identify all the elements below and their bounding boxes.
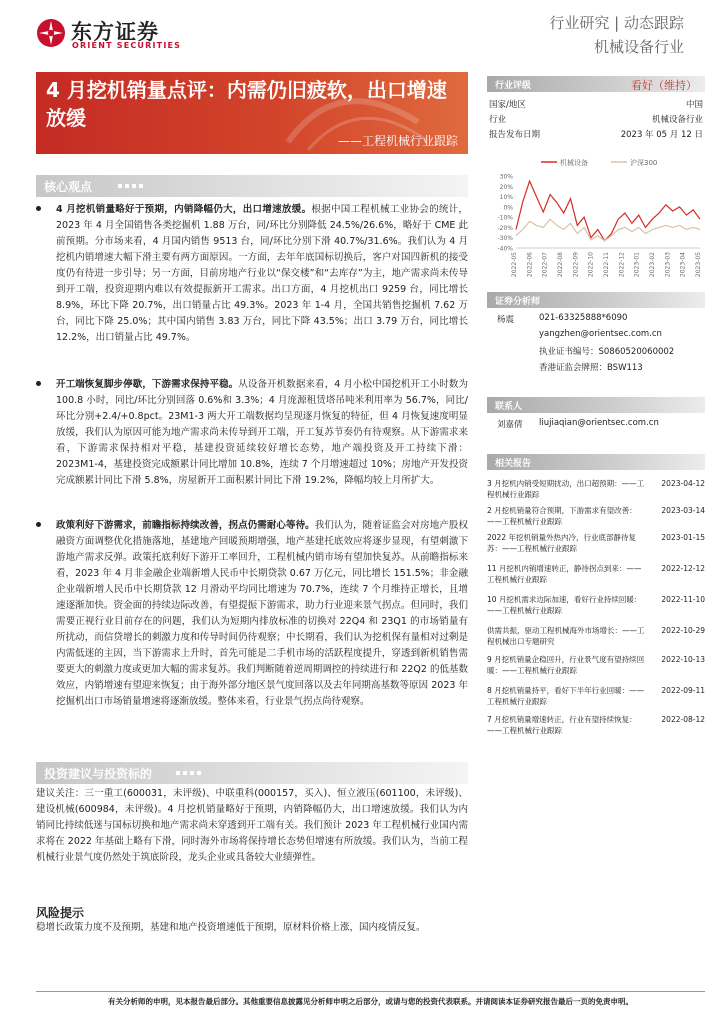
analyst-phone: 021-63325888*6090 (539, 313, 628, 323)
core-bullet-text (56, 518, 468, 710)
legend-label: 机械设备 (560, 159, 588, 167)
y-tick-label: 20% (499, 183, 513, 191)
x-tick-label: 2022-06 (526, 252, 534, 278)
related-date: 2022-11-10 (661, 595, 705, 604)
analyst-cert: 执业证书编号：S0860520060002 (539, 347, 675, 357)
related-label: 相关报告 (495, 459, 532, 469)
related-date: 2022-08-12 (661, 715, 705, 724)
info-row-region (487, 98, 705, 111)
analyst-bar (487, 292, 705, 308)
contact-row (487, 418, 705, 432)
related-date: 2022-10-29 (661, 626, 705, 635)
related-bar (487, 454, 705, 470)
core-bullet-text (56, 377, 468, 489)
y-tick-label: 30% (499, 173, 513, 181)
related-title[interactable]: 8 月挖机销量持平，看好下半年行业回暖：——工程机械行业跟踪 (487, 686, 645, 706)
x-tick-label: 2023-04 (679, 252, 687, 278)
bullet-icon (36, 381, 41, 386)
related-title[interactable]: 供需共振，驱动工程机械海外市场增长：——工程机械出口专题研究 (487, 626, 645, 646)
report-category: 行业研究 | 动态跟踪 (549, 14, 684, 32)
x-tick-label: 2023-02 (649, 252, 656, 278)
title-banner (36, 72, 468, 154)
related-item[interactable] (487, 625, 705, 647)
related-title[interactable]: 2 月挖机销量符合预期，下游需求有望改善：——工程机械行业跟踪 (487, 506, 637, 526)
related-item[interactable] (487, 563, 705, 585)
info-value: 机械设备行业 (651, 115, 703, 125)
analyst-row-4 (487, 361, 705, 375)
info-value: 2023 年 05 月 12 日 (620, 130, 703, 140)
report-series: ——工程机械行业跟踪 (337, 134, 458, 148)
core-bullet-1 (36, 202, 468, 346)
series-line-1 (516, 181, 700, 241)
risk-heading: 风险提示 (36, 906, 85, 920)
related-date: 2023-03-14 (661, 506, 705, 515)
info-key: 报告发布日期 (489, 130, 541, 140)
related-date: 2023-04-12 (661, 479, 705, 488)
y-tick-label: -20% (497, 224, 513, 232)
analyst-name: 杨震 (497, 315, 515, 325)
analyst-row-2 (487, 329, 705, 343)
core-bullet-lead: 4 月挖机销量略好于预期，内销降幅仍大，出口增速放缓。 (56, 204, 312, 215)
related-item[interactable] (487, 532, 705, 554)
report-title: 4 月挖机销量点评：内需仍旧疲软，出口增速放缓 (46, 78, 447, 130)
x-tick-label: 2023-05 (695, 252, 702, 278)
core-bullet-lead: 开工端恢复脚步停歇，下游需求保持平稳。 (56, 379, 239, 390)
related-item[interactable] (487, 685, 705, 707)
core-bullet-lead: 政策利好下游需求，前瞻指标持续改善，拐点仍需耐心等待。 (56, 520, 315, 531)
report-header (0, 0, 724, 70)
related-title[interactable]: 7 月挖机销量增速转正，行业有望持续恢复：——工程机械行业跟踪 (487, 715, 637, 735)
risk-text: 稳增长政策力度不及预期，基建和地产投资增速低于预期，原材料价格上涨，国内疫情反复。 (36, 922, 426, 933)
rating-value: 看好（维持） (631, 79, 697, 92)
core-bullet-body: 我们认为，随着证监会对房地产股权融资方面调整优化措施落地，基建地产回暖预期增强，地产基建托底效应将逐步显现，有望刺激下游地产需求反弹。政策托底利好下游开工率回升，工程机械内销市场有望加快复苏。从前瞻指标来看，2023 年 4 月非金融企业端新增人民币中长期贷款 0.67 万亿元，同比增长 151.5%；非金融企业端新增人民币中长期贷款 12 月滑动平均同比增速为 70.7%，连续 7 个月维持正增长，且增速逐渐加快。资金面的持续边际改善，有望提振下游需求，助力行业迎来景气拐点。但同时，我们需要正视行业目前存在的问题，我们认为短期内排放标准的切换对 22Q4 和 23Q1 的市场销量有所扰动，而信贷增长的刺激力度和传导时间仍待观察；中长期看，我们认为挖机保有量相对过剩是内需低迷的主因，当下游需求上升时，首先可能是二手机市场的活跃程度提升，穿透到新机销售需要更大的刺激力度或更加大幅的需求复苏。我们判断随着逆周期调控的持续进行和 22Q2 的低基数效应，内销增速有望迎来恢复；由于海外部分地区景气度回落以及去年同期高基数等原因 2023 年挖掘机出口市场销量增速将逐渐放缓。整体来看，行业景气拐点尚待观察。 (56, 520, 468, 707)
core-bullet-body: 从设备开机数据来看，4 月小松中国挖机开工小时数为 100.8 小时，同比/环比分别回落 0.6%和 3.3%；4 月庞源租赁塔吊吨米利用率为 56.7%，同比/环比分别+2.4/+0.8pct。23M1-3 两大开工端数据均呈现逐月恢复的特征，但 4 月恢复速度明显放缓，我们认为原因可能为地产需求尚未传导到开工端，开工复苏节奏仍有待观察。从下游需求来看，下游需求保持相对平稳，基建投资延续较好增长态势，地产端投资及开工持续下滑：2023M1-4，基建投资完成额累计同比增加 10.8%，连续 7 个月增速超过 10%；房地产开发投资完成额累计同比下滑 5.8%，房屋新开工面积累计同比下滑 19.2%，降幅均较上月所扩大。 (56, 379, 468, 486)
related-date: 2022-12-12 (661, 564, 705, 573)
core-bullet-2 (36, 377, 468, 489)
core-bullet-3 (36, 518, 468, 710)
report-industry: 机械设备行业 (593, 38, 684, 56)
logo-name-cn: 东方证券 (71, 20, 159, 44)
related-date: 2022-09-11 (661, 686, 705, 695)
y-tick-label: -30% (497, 235, 513, 243)
info-key: 行业 (489, 115, 507, 125)
investment-heading: 投资建议与投资标的 (44, 767, 153, 781)
x-tick-label: 2022-10 (587, 252, 595, 278)
investment-heading-bar (36, 762, 468, 784)
rating-label: 行业评级 (495, 81, 532, 91)
analyst-email[interactable]: yangzhen@orientsec.com.cn (539, 329, 662, 339)
core-heading-bar (36, 175, 468, 197)
related-title[interactable]: 11 月挖机内销增速转正，静待拐点到来：——工程机械行业跟踪 (487, 564, 642, 584)
x-tick-label: 2022-08 (557, 252, 564, 278)
x-tick-label: 2023-03 (664, 252, 672, 278)
legend-label: 沪深300 (630, 159, 658, 167)
analyst-row-1 (487, 313, 705, 327)
logo-name-en: ORIENT SECURITIES (72, 41, 182, 50)
y-tick-label: -40% (497, 245, 513, 253)
heading-dots-icon (118, 183, 178, 189)
bullet-icon (36, 522, 41, 527)
contact-email[interactable]: liujiaqian@orientsec.com.cn (539, 418, 659, 428)
analyst-row-3 (487, 345, 705, 359)
related-date: 2022-10-13 (661, 655, 705, 664)
footer-divider (36, 991, 705, 992)
rating-bar (487, 76, 705, 92)
analyst-hk-cert: 香港证监会牌照：BSW113 (539, 363, 643, 373)
y-tick-label: 10% (499, 194, 513, 202)
x-tick-label: 2022-05 (511, 252, 518, 278)
analyst-label: 证券分析师 (495, 297, 541, 307)
related-item[interactable] (487, 594, 705, 616)
y-tick-label: -10% (497, 214, 513, 222)
info-key: 国家/地区 (489, 100, 526, 110)
x-tick-label: 2023-01 (633, 252, 641, 278)
series-line-2 (516, 219, 700, 241)
info-row-date (487, 128, 705, 141)
info-value: 中国 (685, 100, 703, 110)
contact-label: 联系人 (495, 402, 523, 412)
investment-text: 建议关注：三一重工(600031，未评级)、中联重科(000157，买入)、恒立液压(601100，未评级)、建设机械(600984，未评级)。4 月挖机销量略好于预期，内销降幅仍大，出口增速放缓。我们认为内销同比持续低迷与国标切换和地产需求尚未穿透到开工端有关。我们预计 2023 年工程机械行业国内需求将在 2022 年基础上略有下滑，同时海外市场将保持增长态势但增速有所放缓。我们认为，当前工程机械行业景气度仍然处于筑底阶段，龙头企业或具备较大业绩弹性。 (36, 788, 468, 863)
related-item[interactable] (487, 714, 705, 736)
x-tick-label: 2022-12 (618, 252, 626, 278)
bullet-icon (36, 206, 41, 211)
core-bullet-body: 根据中国工程机械工业协会的统计，2023 年 4 月全国销售各类挖掘机 1.88 万台，同/环比分别降低 24.5%/26.6%，略好于 CME 此前预期。分市场来看，4 月国内销售 9513 台，同/环比分别下滑 40.7%/31.6%。我们认为 4 月挖机内销增速大幅下滑主要有两方面原因。一方面，去年年底国标切换后，客户对国四新机的接受度仍有待进一步引导；另一方面，目前房地产行业以“保交楼”和“去库存”为主，地产需求尚未传导到开工端，投资迎期内难以有效提振新开工需求。出口方面，4 月挖机出口 9259 台，同比增长 8.9%，环比下降 20.7%，出口销量占比 49.3%。2023 年 1-4 月，全国共销售挖掘机 7.62 万台，同比下降 25.0%；其中国内销售 3.83 万台，同比下降 43.5%；出口 3.79 万台，同比增长 12.2%，出口销量占比 49.7%。 (56, 204, 468, 343)
related-title[interactable]: 3 月挖机内销受短期扰动，出口超预期：——工程机械行业跟踪 (487, 479, 645, 499)
contact-bar (487, 397, 705, 413)
related-item[interactable] (487, 478, 705, 500)
performance-chart (486, 152, 706, 282)
x-tick-label: 2022-09 (572, 252, 580, 278)
related-item[interactable] (487, 654, 705, 676)
contact-name: 刘嘉倩 (497, 420, 523, 430)
core-heading: 核心观点 (44, 180, 93, 194)
x-tick-label: 2022-07 (541, 252, 549, 278)
related-title[interactable]: 9 月挖机销量企稳回升，行业景气度有望持续回暖：——工程机械行业跟踪 (487, 655, 645, 675)
heading-dots-icon (176, 770, 236, 776)
info-row-industry (487, 113, 705, 126)
footer-disclaimer: 有关分析师的申明，见本报告最后部分。其他重要信息披露见分析师申明之后部分，或请与您的投资代表联系。并请阅读本证券研究报告最后一页的免责申明。 (108, 997, 633, 1006)
x-tick-label: 2022-11 (603, 252, 610, 278)
core-bullet-text (56, 202, 468, 346)
orient-logo-icon (36, 18, 66, 48)
related-item[interactable] (487, 505, 705, 527)
y-tick-label: 0% (503, 204, 513, 212)
related-title[interactable]: 10 月挖机需求边际加速，看好行业持续回暖：——工程机械行业跟踪 (487, 595, 642, 615)
related-date: 2023-01-15 (661, 533, 705, 542)
related-title[interactable]: 2022 年挖机销量外热内冷，行业底部静待复苏：——工程机械行业跟踪 (487, 533, 636, 553)
